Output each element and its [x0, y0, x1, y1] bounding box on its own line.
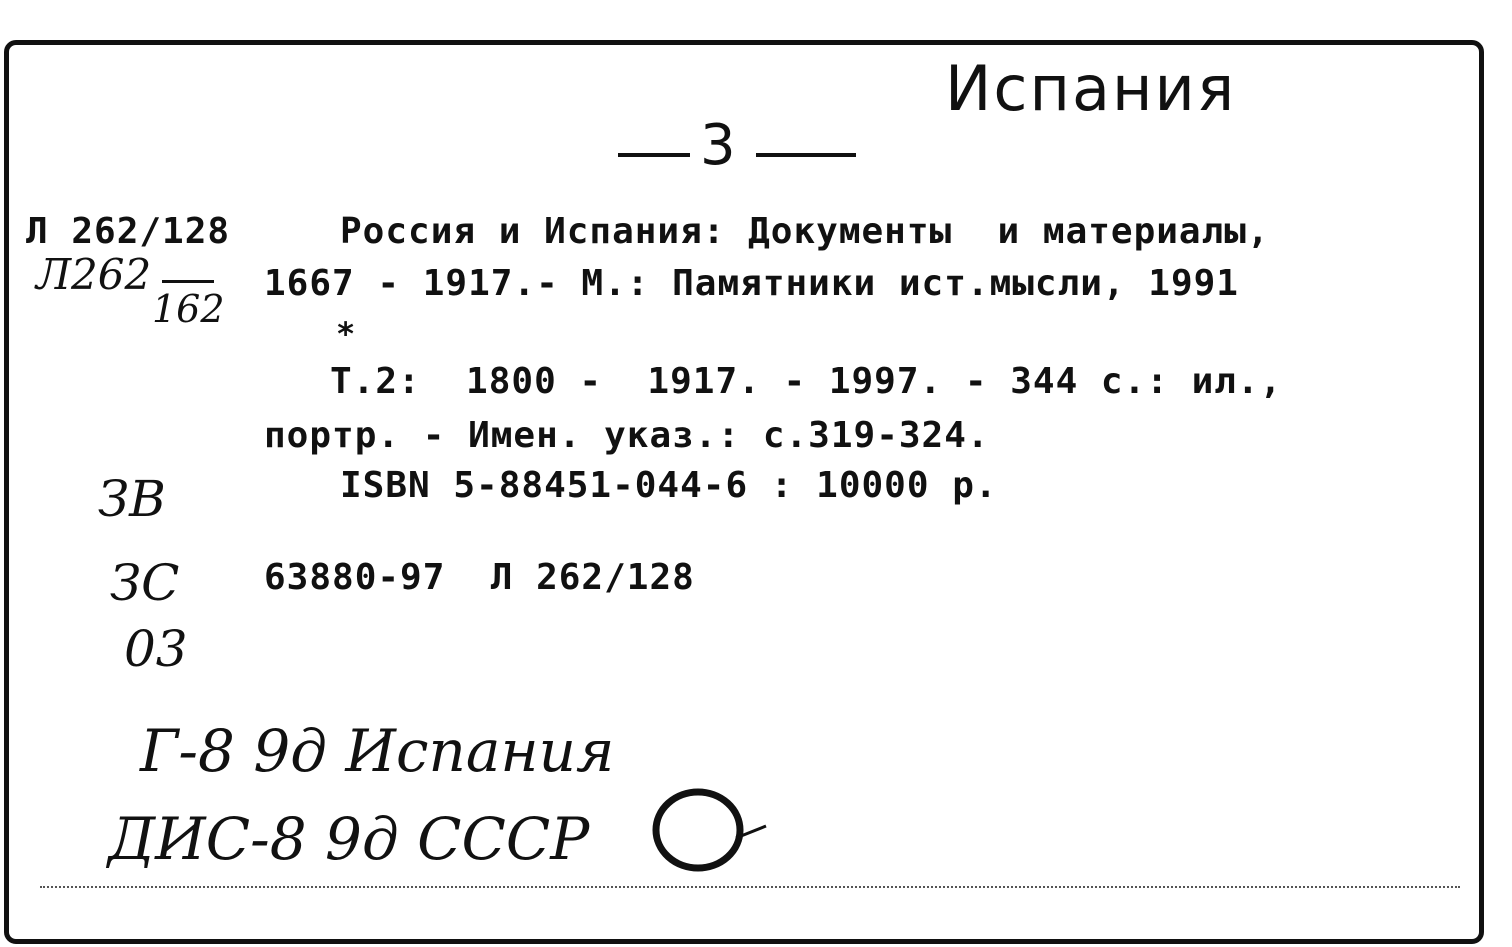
entry-line-1: Россия и Испания: Документы и материалы, [340, 211, 1270, 252]
fraction-bar [162, 280, 214, 283]
perforation-line [40, 886, 1460, 888]
handwritten-class-line-2: ДИС-8 9д СССР [108, 805, 590, 873]
entry-line-4: портр. - Имен. указ.: с.319-324. [264, 415, 990, 456]
card-number-dash-right [756, 153, 856, 157]
handwritten-code-1: ЗВ [98, 470, 166, 528]
handwritten-class-line-1: Г-8 9д Испания [140, 717, 615, 785]
shelfmark-handwritten: Л262 [36, 250, 152, 299]
shelfmark-fraction: 162 [152, 287, 225, 331]
entry-line-5: ISBN 5-88451-044-6 : 10000 р. [340, 465, 998, 506]
handwritten-code-3: 03 [124, 620, 188, 678]
shelfmark: Л 262/128 [26, 211, 231, 252]
card-number: 3 [700, 113, 736, 178]
entry-line-3: Т.2: 1800 - 1917. - 1997. - 344 с.: ил., [330, 361, 1283, 402]
handwritten-code-2: ЗС [110, 554, 180, 612]
entry-line-2: 1667 - 1917.- М.: Памятники ист.мысли, 1991 [264, 263, 1239, 304]
accession-number: 63880-97 Л 262/128 [264, 557, 695, 598]
handwritten-topic: Испания [945, 52, 1237, 125]
card-number-dash-left [618, 153, 690, 157]
punch-hole-icon [648, 786, 778, 876]
entry-asterisk: * [336, 315, 357, 353]
